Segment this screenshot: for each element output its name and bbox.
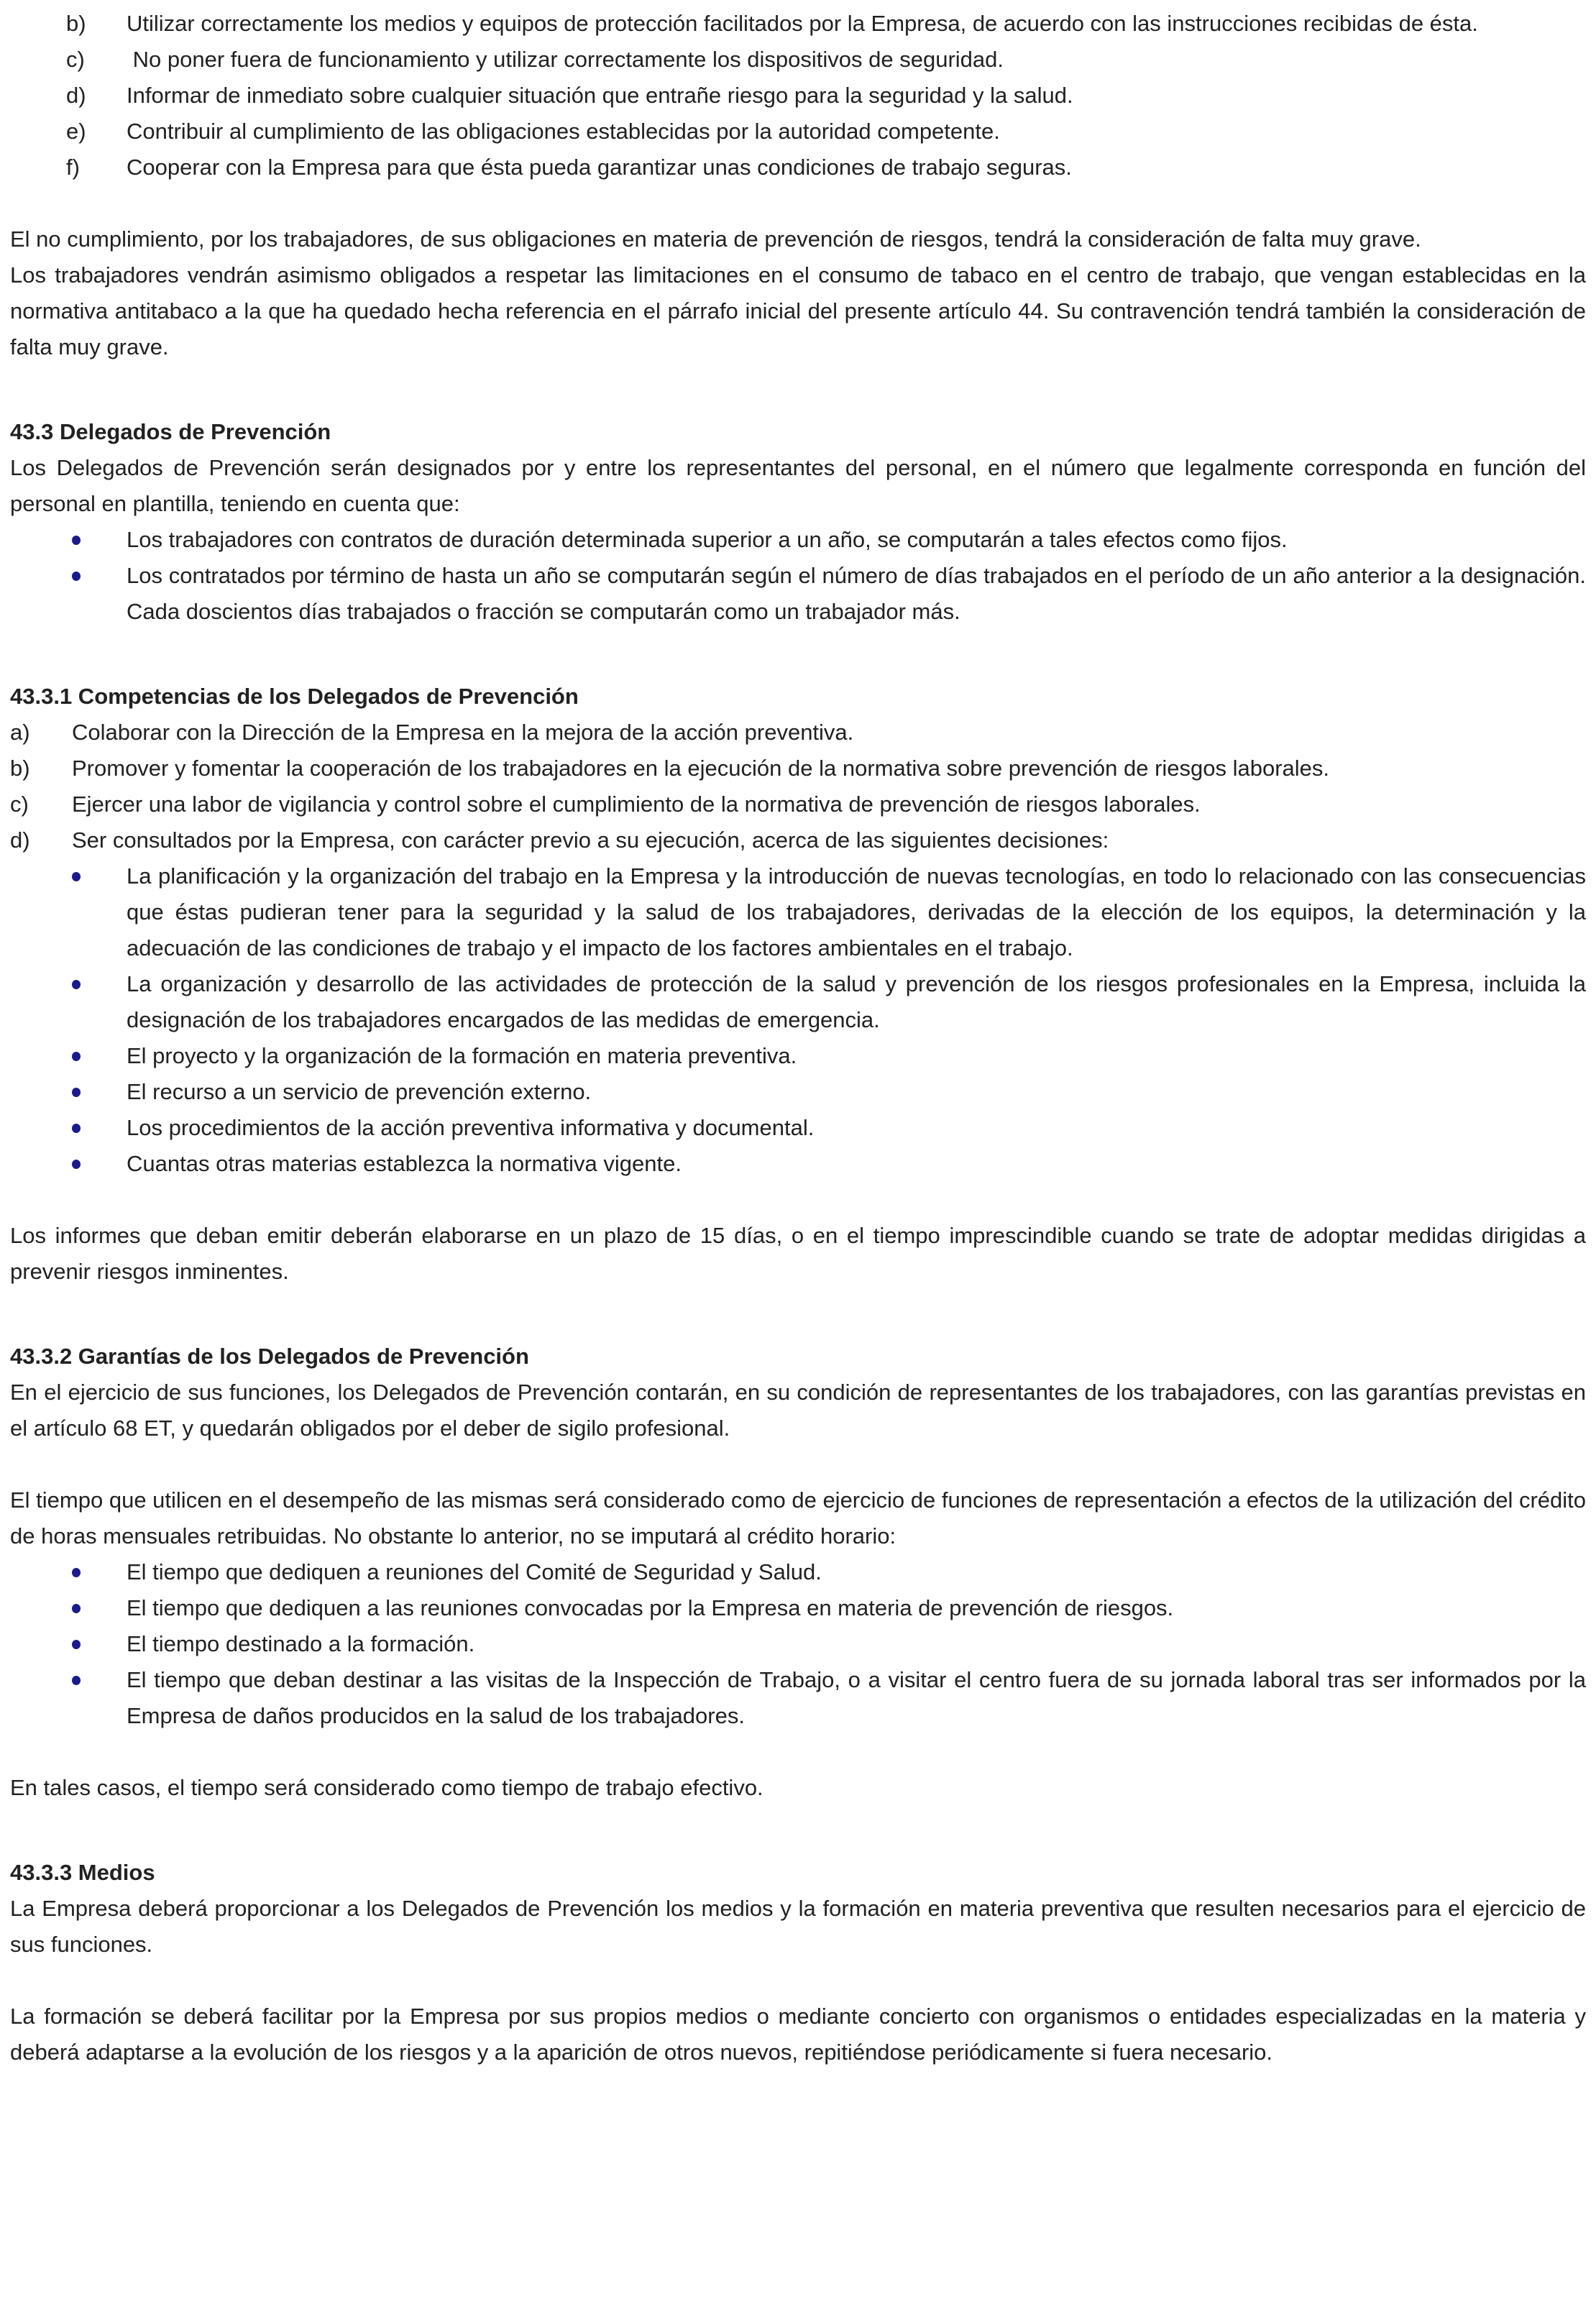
bullet-item-text: El tiempo que deban destinar a las visitas de la Inspección de Trabajo, o a visitar el centro fuera de su jornada laboral tras ser informados por la Empresa de daños producidos en la salud de los trabajadores.: [127, 1667, 1586, 1728]
bullet-item: [10, 1146, 1586, 1182]
letter-item-marker: c): [66, 47, 85, 72]
letter-item-text: Cooperar con la Empresa para que ésta pueda garantizar unas condiciones de trabajo seguras.: [127, 155, 1072, 180]
paragraph-informes: Los informes que deban emitir deberán elaborarse en un plazo de 15 días, o en el tiempo imprescindible cuando se trate de adoptar medidas dirigidas a prevenir riesgos inminentes.: [10, 1223, 1586, 1284]
paragraph-tales-casos: En tales casos, el tiempo será considerado como tiempo de trabajo efectivo.: [10, 1775, 763, 1800]
letter-item-a: [10, 715, 1586, 751]
bullet-icon: [72, 1604, 81, 1613]
bullet-item-text: Los procedimientos de la acción preventiva informativa y documental.: [127, 1115, 815, 1140]
bullet-item-text: Los trabajadores con contratos de duración determinada superior a un año, se computarán a tales efectos como fijos.: [127, 527, 1288, 552]
letter-item-text: Ser consultados por la Empresa, con carácter previo a su ejecución, acerca de las siguientes decisiones:: [72, 827, 1109, 853]
bullet-item: [10, 522, 1586, 558]
paragraph-formacion: La formación se deberá facilitar por la Empresa por sus propios medios o mediante concierto con organismos o entidades especializadas en la materia y deberá adaptarse a la evolución de los riesgos y a la aparición de otros nuevos, repitiéndose periódicamente si fuera necesario.: [10, 2004, 1586, 2065]
letter-item-b: [10, 6, 1586, 42]
section-heading-43-3-1: 43.3.1 Competencias de los Delegados de Prevención: [10, 684, 579, 709]
letter-item-marker: a): [10, 720, 30, 745]
letter-item-marker: c): [10, 792, 29, 817]
letter-item-c: [10, 42, 1586, 78]
bullet-icon: [72, 572, 81, 581]
letter-item-marker: b): [10, 756, 30, 781]
bullet-item: [10, 558, 1586, 630]
paragraph-medios: La Empresa deberá proporcionar a los Delegados de Prevención los medios y la formación en materia preventiva que resulten necesarios para el ejercicio de sus funciones.: [10, 1896, 1586, 1957]
bullet-icon: [72, 1160, 81, 1169]
letter-item-text: Contribuir al cumplimiento de las obligaciones establecidas por la autoridad competente.: [127, 119, 1000, 144]
paragraph-delegados-intro: Los Delegados de Prevención serán designados por y entre los representantes del personal, en el número que legalmente corresponda en función del personal en plantilla, teniendo en cuenta que:: [10, 455, 1586, 516]
letter-item-b: [10, 751, 1586, 786]
bullet-icon: [72, 1124, 81, 1133]
bullet-icon: [72, 872, 81, 881]
bullet-item-text: El recurso a un servicio de prevención externo.: [127, 1079, 592, 1104]
bullet-icon: [72, 1676, 81, 1685]
section-heading-43-3-2: 43.3.2 Garantías de los Delegados de Prevención: [10, 1344, 529, 1369]
section-heading-43-3-3: 43.3.3 Medios: [10, 1860, 155, 1885]
section-heading-43-3: 43.3 Delegados de Prevención: [10, 419, 331, 444]
letter-item-marker: f): [66, 155, 80, 180]
bullet-item: [10, 1590, 1586, 1626]
bullet-item: [10, 1110, 1586, 1146]
bullet-item-text: El tiempo que dediquen a reuniones del Comité de Seguridad y Salud.: [127, 1559, 822, 1584]
bullet-item: [10, 858, 1586, 966]
letter-item-marker: e): [66, 119, 86, 144]
paragraph-garantias: En el ejercicio de sus funciones, los Delegados de Prevención contarán, en su condición de representantes de los trabajadores, con las garantías previstas en el artículo 68 ET, y quedarán obligados por el deber de sigilo profesional.: [10, 1380, 1586, 1441]
bullet-item-text: El proyecto y la organización de la formación en materia preventiva.: [127, 1043, 797, 1068]
letter-item-text: No poner fuera de funcionamiento y utilizar correctamente los dispositivos de seguridad.: [127, 47, 1004, 72]
paragraph-incumplimiento: El no cumplimiento, por los trabajadores, de sus obligaciones en materia de prevención de riesgos, tendrá la consideración de falta muy grave.: [10, 226, 1421, 252]
bullet-icon: [72, 1568, 81, 1577]
bullet-icon: [72, 980, 81, 989]
bullet-item-text: La organización y desarrollo de las actividades de protección de la salud y prevención de los riesgos profesionales en la Empresa, incluida la designación de los trabajadores encargados de las medidas de emergencia.: [127, 971, 1586, 1032]
bullet-item-text: La planificación y la organización del trabajo en la Empresa y la introducción de nuevas tecnologías, en todo lo relacionado con las consecuencias que éstas pudieran tener para la seguridad y la salud de los trabajadores, derivadas de la elección de los equipos, la determinación y la adecuación de las condiciones de trabajo y el impacto de los factores ambientales en el trabajo.: [127, 863, 1586, 960]
letter-item-f: [10, 150, 1586, 185]
letter-item-c: [10, 786, 1586, 822]
bullet-item: [10, 1662, 1586, 1734]
bullet-item-text: El tiempo que dediquen a las reuniones convocadas por la Empresa en materia de prevención de riesgos.: [127, 1595, 1174, 1620]
bullet-item-text: El tiempo destinado a la formación.: [127, 1631, 475, 1656]
letter-item-e: [10, 114, 1586, 150]
bullet-item-text: Los contratados por término de hasta un año se computarán según el número de días trabajados en el período de un año anterior a la designación. Cada doscientos días trabajados o fracción se computarán como un trabajador más.: [127, 563, 1586, 624]
bullet-icon: [72, 1052, 81, 1061]
letter-item-marker: d): [10, 827, 30, 853]
bullet-item: [10, 1626, 1586, 1662]
bullet-item-text: Cuantas otras materias establezca la normativa vigente.: [127, 1151, 682, 1176]
bullet-item: [10, 1554, 1586, 1590]
letter-item-d: [10, 78, 1586, 114]
letter-item-text: Informar de inmediato sobre cualquier situación que entrañe riesgo para la seguridad y la salud.: [127, 83, 1073, 108]
bullet-item: [10, 1038, 1586, 1074]
bullet-item: [10, 1074, 1586, 1110]
letter-item-text: Promover y fomentar la cooperación de los trabajadores en la ejecución de la normativa sobre prevención de riesgos laborales.: [72, 756, 1330, 781]
paragraph-tabaco: Los trabajadores vendrán asimismo obligados a respetar las limitaciones en el consumo de tabaco en el centro de trabajo, que vengan establecidas en la normativa antitabaco a la que ha quedado hecha referencia en el párrafo inicial del presente artículo 44. Su contravención tendrá también la consideración de falta muy grave.: [10, 262, 1586, 359]
letter-item-text: Ejercer una labor de vigilancia y control sobre el cumplimiento de la normativa de prevención de riesgos laborales.: [72, 792, 1201, 817]
letter-item-marker: d): [66, 83, 86, 108]
letter-item-d: [10, 822, 1586, 858]
bullet-icon: [72, 1088, 81, 1097]
letter-item-text: Utilizar correctamente los medios y equipos de protección facilitados por la Empresa, de acuerdo con las instrucciones recibidas de ésta.: [127, 11, 1478, 36]
bullet-icon: [72, 1640, 81, 1649]
letter-item-text: Colaborar con la Dirección de la Empresa en la mejora de la acción preventiva.: [72, 720, 854, 745]
paragraph-tiempo: El tiempo que utilicen en el desempeño de las mismas será considerado como de ejercicio de funciones de representación a efectos de la utilización del crédito de horas mensuales retribuidas. No obstante lo anterior, no se imputará al crédito horario:: [10, 1487, 1586, 1549]
letter-item-marker: b): [66, 11, 86, 36]
bullet-item: [10, 966, 1586, 1038]
bullet-icon: [72, 536, 81, 545]
